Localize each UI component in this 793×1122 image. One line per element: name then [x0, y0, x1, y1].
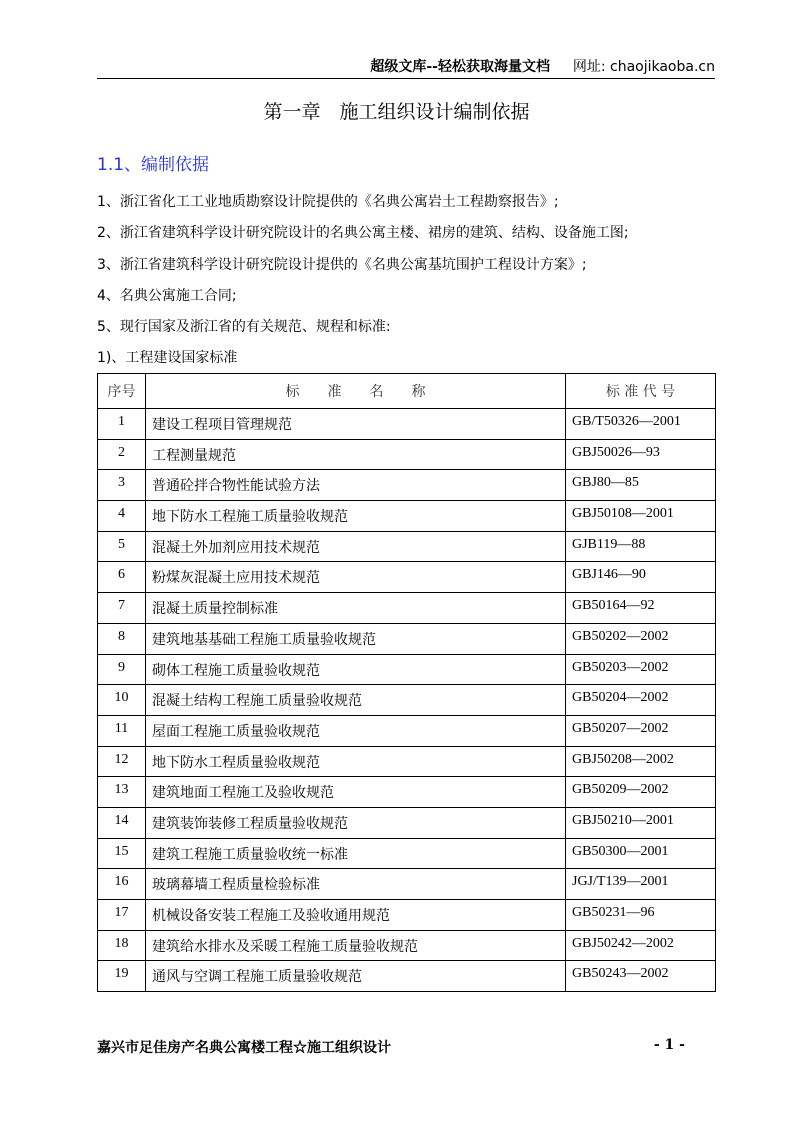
row-index: 7 — [98, 593, 146, 624]
table-row — [98, 531, 716, 562]
table-row — [98, 439, 716, 470]
table-row — [98, 807, 716, 838]
standard-code: GB50300—2001 — [566, 838, 716, 869]
standard-code: GJB119—88 — [566, 531, 716, 562]
row-index: 14 — [98, 807, 146, 838]
site-url — [573, 59, 715, 75]
table-row — [98, 715, 716, 746]
standard-code: GBJ50026—93 — [566, 439, 716, 470]
table-row — [98, 777, 716, 808]
standard-code: GB/T50326—2001 — [566, 409, 716, 440]
row-index: 1 — [98, 409, 146, 440]
standard-name: 建筑装饰装修工程质量验收规范 — [146, 807, 566, 838]
chapter-title: 第一章 施工组织设计编制依据 — [263, 101, 530, 123]
standard-name: 混凝土外加剂应用技术规范 — [146, 531, 566, 562]
standard-name: 机械设备安装工程施工及验收通用规范 — [146, 900, 566, 931]
table-row — [98, 470, 716, 501]
table-row — [98, 869, 716, 900]
paragraph: 3、浙江省建筑科学设计研究院设计提供的《名典公寓基坑围护工程设计方案》; — [97, 257, 587, 273]
standard-name: 砌体工程施工质量验收规范 — [146, 654, 566, 685]
row-index: 3 — [98, 470, 146, 501]
standard-code: JGJ/T139—2001 — [566, 869, 716, 900]
row-index: 9 — [98, 654, 146, 685]
page-header — [97, 56, 715, 79]
paragraph: 1)、工程建设国家标准 — [97, 350, 238, 366]
standard-code: GBJ146—90 — [566, 562, 716, 593]
table-header-row — [98, 374, 716, 409]
standard-name: 建筑地基基础工程施工质量验收规范 — [146, 623, 566, 654]
row-index: 15 — [98, 838, 146, 869]
row-index: 19 — [98, 961, 146, 992]
row-index: 13 — [98, 777, 146, 808]
table-row — [98, 623, 716, 654]
standard-name: 地下防水工程施工质量验收规范 — [146, 501, 566, 532]
row-index: 4 — [98, 501, 146, 532]
paragraph: 2、浙江省建筑科学设计研究院设计的名典公寓主楼、裙房的建筑、结构、设备施工图; — [97, 225, 629, 241]
standard-code: GB50203—2002 — [566, 654, 716, 685]
standard-name: 通风与空调工程施工质量验收规范 — [146, 961, 566, 992]
standard-name: 建筑工程施工质量验收统一标准 — [146, 838, 566, 869]
standard-code: GB50164—92 — [566, 593, 716, 624]
table-row — [98, 409, 716, 440]
row-index: 16 — [98, 869, 146, 900]
standard-code: GB50243—2002 — [566, 961, 716, 992]
table-row — [98, 961, 716, 992]
standard-code: GBJ50108—2001 — [566, 501, 716, 532]
standard-code: GB50202—2002 — [566, 623, 716, 654]
standard-name: 建筑给水排水及采暖工程施工质量验收规范 — [146, 930, 566, 961]
table-row — [98, 930, 716, 961]
table-row — [98, 562, 716, 593]
url-label: 网址: — [572, 59, 606, 75]
standard-code: GBJ50210—2001 — [566, 807, 716, 838]
section-heading: 1.1、编制依据 — [97, 155, 210, 175]
site-name: 超级文库--轻松获取海量文档 — [370, 59, 550, 75]
footer-title: 嘉兴市足佳房产名典公寓楼工程☆施工组织设计 — [97, 1040, 391, 1056]
page-number: - 1 - — [653, 1037, 685, 1053]
standard-code: GBJ50242—2002 — [566, 930, 716, 961]
row-index: 10 — [98, 685, 146, 716]
url-text: chaojikaoba.cn — [610, 59, 715, 75]
standard-code: GB50204—2002 — [566, 685, 716, 716]
paragraph: 1、浙江省化工工业地质勘察设计院提供的《名典公寓岩土工程勘察报告》; — [97, 194, 559, 210]
standard-code: GB50231—96 — [566, 900, 716, 931]
row-index: 5 — [98, 531, 146, 562]
standards-table — [97, 373, 716, 992]
col-header-name: 标 准 名 称 — [146, 374, 566, 409]
standard-name: 粉煤灰混凝土应用技术规范 — [146, 562, 566, 593]
standard-name: 建设工程项目管理规范 — [146, 409, 566, 440]
standard-code: GB50209—2002 — [566, 777, 716, 808]
table-row — [98, 900, 716, 931]
standard-name: 玻璃幕墙工程质量检验标准 — [146, 869, 566, 900]
row-index: 6 — [98, 562, 146, 593]
paragraph: 4、名典公寓施工合同; — [97, 288, 237, 304]
table-row — [98, 838, 716, 869]
row-index: 11 — [98, 715, 146, 746]
row-index: 12 — [98, 746, 146, 777]
row-index: 2 — [98, 439, 146, 470]
standard-name: 混凝土结构工程施工质量验收规范 — [146, 685, 566, 716]
standard-name: 屋面工程施工质量验收规范 — [146, 715, 566, 746]
col-header-code: 标 准 代 号 — [566, 374, 716, 409]
standard-name: 普通砼拌合物性能试验方法 — [146, 470, 566, 501]
standard-code: GBJ80—85 — [566, 470, 716, 501]
table-row — [98, 593, 716, 624]
row-index: 17 — [98, 900, 146, 931]
standard-name: 工程测量规范 — [146, 439, 566, 470]
table-row — [98, 654, 716, 685]
row-index: 18 — [98, 930, 146, 961]
table-row — [98, 685, 716, 716]
standard-code: GB50207—2002 — [566, 715, 716, 746]
paragraph: 5、现行国家及浙江省的有关规范、规程和标准: — [97, 319, 391, 335]
standard-code: GBJ50208—2002 — [566, 746, 716, 777]
standard-name: 建筑地面工程施工及验收规范 — [146, 777, 566, 808]
standard-name: 混凝土质量控制标准 — [146, 593, 566, 624]
table-row — [98, 501, 716, 532]
page-footer — [97, 1037, 685, 1057]
standard-name: 地下防水工程质量验收规范 — [146, 746, 566, 777]
row-index: 8 — [98, 623, 146, 654]
col-header-index: 序号 — [98, 374, 146, 409]
table-row — [98, 746, 716, 777]
